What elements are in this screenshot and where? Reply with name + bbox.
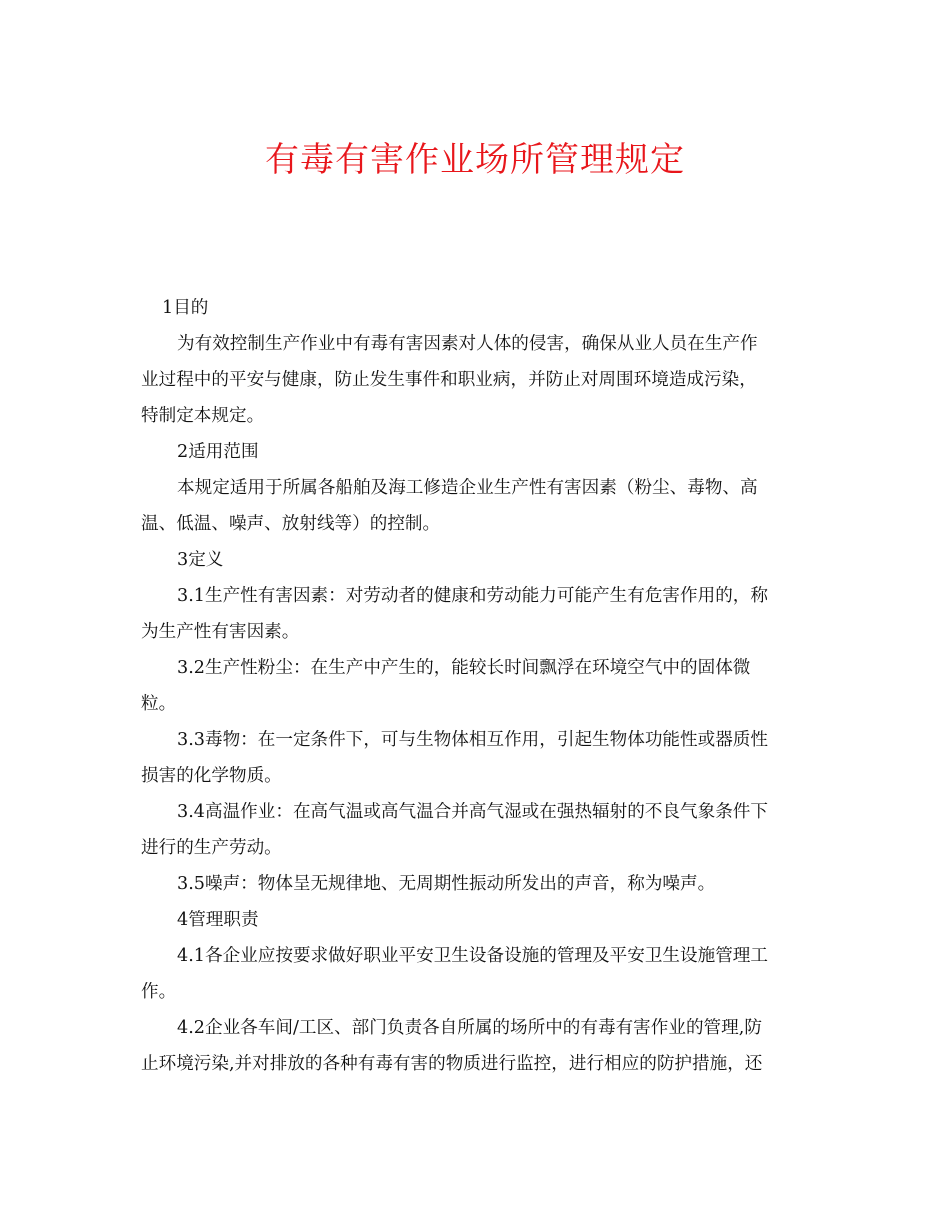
paragraph-line: 4.2企业各车间/工区、部门负责各自所属的场所中的有毒有害作业的管理,防 [177,1018,762,1038]
paragraph-line: 4.1各企业应按要求做好职业平安卫生设备设施的管理及平安卫生设施管理工 [177,946,768,966]
paragraph-line: 温、低温、噪声、放射线等）的控制。 [141,514,441,534]
paragraph-line: 3.2生产性粉尘：在生产中产生的，能较长时间飘浮在环境空气中的固体微 [177,658,751,678]
section-heading: 3定义 [177,550,224,570]
paragraph-line: 3.1生产性有害因素：对劳动者的健康和劳动能力可能产生有危害作用的，称 [177,586,768,606]
paragraph-line: 作。 [141,982,177,1002]
paragraph-line: 粒。 [141,694,177,714]
document-title: 有毒有害作业场所管理规定 [265,140,685,180]
paragraph-line: 3.4高温作业：在高气温或高气温合并高气湿或在强热辐射的不良气象条件下 [177,802,768,822]
section-heading: 4管理职责 [177,910,259,930]
paragraph-line: 进行的生产劳动。 [141,838,282,858]
paragraph-line: 为有效控制生产作业中有毒有害因素对人体的侵害，确保从业人员在生产作 [177,334,758,354]
paragraph-line: 为生产性有害因素。 [141,622,300,642]
document-body [141,290,811,1082]
paragraph-line: 本规定适用于所属各船舶及海工修造企业生产性有害因素（粉尘、毒物、高 [177,478,758,498]
paragraph-line: 止环境污染,并对排放的各种有毒有害的物质进行监控，进行相应的防护措施，还 [141,1054,763,1074]
paragraph-line: 特制定本规定。 [141,406,265,426]
paragraph-line: 3.3毒物：在一定条件下，可与生物体相互作用，引起生物体功能性或器质性 [177,730,768,750]
paragraph-line: 业过程中的平安与健康，防止发生事件和职业病，并防止对周围环境造成污染， [141,370,757,390]
paragraph-line: 3.5噪声：物体呈无规律地、无周期性振动所发出的声音，称为噪声。 [177,874,716,894]
section-heading: 1目的 [162,298,209,318]
paragraph-line: 损害的化学物质。 [141,766,282,786]
section-heading: 2适用范围 [177,442,259,462]
